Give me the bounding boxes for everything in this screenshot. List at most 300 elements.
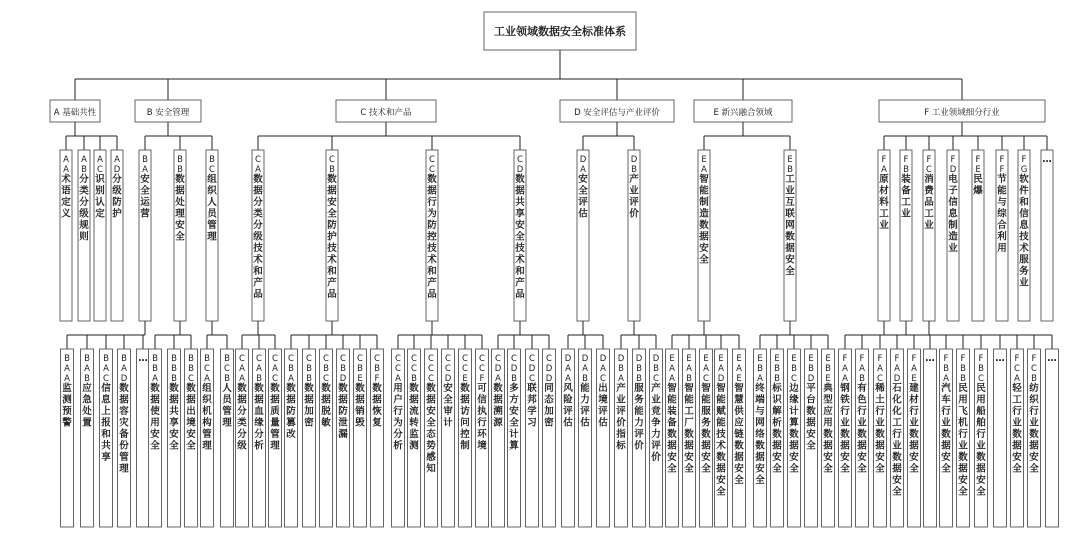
node-code-char: B [357,364,363,374]
node-code-char: A [204,374,210,384]
node-name-char: 织 [202,394,212,406]
node-code-char: C [495,354,501,364]
item-node-FCB [1028,349,1041,527]
node-name-char: 评 [616,406,626,417]
node-code-char: C [357,354,363,364]
node-name-char: 敏 [321,417,331,429]
node-name-char: 全 [875,463,885,475]
node-name-char: 防 [338,406,348,417]
subcategory-node-AA [60,150,72,321]
node-name-char: 访 [460,406,470,417]
node-name-char: 数 [755,440,765,452]
node-name-char: 民 [976,383,986,394]
node-name-char: 急 [82,394,92,406]
node-name-char: 缘 [254,417,264,429]
node-name-char: 数 [237,383,247,394]
node-name-char: 据 [755,452,765,463]
node-name-char: 态 [544,394,554,406]
item-node-FBA [940,349,953,527]
node-code-char: B [859,374,865,384]
node-name-char: 义 [61,208,71,220]
node-name-char: 数 [875,429,885,440]
node-name-char: 机 [958,417,968,429]
node-name-char: 综 [997,208,1007,220]
node-name-char: 能 [716,417,726,429]
node-name-char: 业 [1019,277,1029,289]
node-code-char: C [546,354,552,364]
node-name-char: 智 [734,383,744,394]
subcategory-node-FG [1018,150,1030,321]
node-name-char: 务 [1019,266,1029,277]
node-name-char: 据 [1012,440,1022,452]
node-code-char: E [736,374,742,384]
node-name-char: 据 [892,463,902,475]
node-name-char: 共 [101,440,111,452]
node-code-char: E [791,354,797,364]
node-name-char: 据 [684,440,694,452]
node-name-char: 多 [509,383,519,394]
node-name-char: 源 [493,417,503,429]
node-name-char: 轻 [1012,383,1022,394]
node-name-char: 享 [515,208,525,220]
category-label: D 安全评估与产业评价 [574,108,660,118]
node-code-char: C [188,374,194,384]
node-code-char: B [825,364,831,374]
node-name-char: 据 [667,440,677,452]
subcategory-node-FD [947,150,959,321]
node-name-char: 理 [222,417,232,429]
node-name-char: 据 [1029,440,1039,452]
node-code-char: E [975,165,981,175]
node-name-char: 加 [544,406,554,417]
node-name-char: 应 [823,406,833,417]
node-name-char: 漏 [338,429,348,440]
node-name-char: 同 [544,383,554,394]
node-name-char: 安 [699,243,709,254]
node-name-char: 力 [634,417,644,429]
node-name-char: 全 [684,463,694,475]
node-code-char: A [395,374,401,384]
node-code-char: D [630,155,638,165]
node-name-char: 务 [701,417,711,429]
node-name-char: 全 [186,440,196,452]
node-name-char: 数 [515,174,525,185]
node-name-char: 铁 [840,394,850,406]
node-name-char: 应 [734,417,744,429]
node-name-char: 控 [460,429,470,440]
node-name-char: 和 [101,429,111,440]
node-code-char: C [272,354,278,364]
node-name-char: 处 [175,197,185,208]
node-name-char: 安 [857,452,867,463]
node-name-char: 数 [941,429,951,440]
node-code-char: D [893,374,901,384]
node-code-char: D [717,374,725,384]
item-node-FAA [839,349,852,527]
node-code-char: A [842,374,848,384]
item-node-CCA [392,349,405,527]
node-name-char: 分 [253,220,263,231]
node-code-char: B [808,364,814,374]
node-name-char: 知 [426,463,436,475]
node-code-char: B [329,165,335,175]
node-code-char: A [288,374,294,384]
node-name-char: 业 [901,208,911,220]
node-code-char: B [374,364,380,374]
node-name-char: 据 [237,394,247,406]
node-name-char: 智 [699,174,709,185]
node-code-char: A [114,155,120,165]
node-name-char: 行 [976,429,986,440]
node-code-char: A [701,165,707,175]
node-code-char: A [842,364,848,374]
node-code-char: A [943,374,949,384]
node-code-char: B [511,374,517,384]
node-name-char: 邦 [527,394,537,406]
node-code-char: C [429,155,435,165]
node-name-char: 标 [616,440,626,452]
node-code-char: A [239,374,245,384]
node-name-char: 品 [253,289,263,300]
node-code-char: C [288,354,294,364]
node-name-char: 智 [684,383,694,394]
node-name-char: … [1042,154,1052,165]
item-box [1046,349,1059,527]
node-code-char: F [911,354,917,364]
node-name-char: 据 [321,394,331,406]
node-name-char: 化 [892,394,902,406]
node-name-char: 使 [150,406,160,417]
node-code-char: C [272,374,278,384]
node-name-char: 互 [785,197,795,208]
node-code-char: B [411,374,417,384]
node-name-char: 理 [270,440,280,452]
node-name-char: 行 [477,417,487,429]
item-node-CBE [354,349,367,527]
node-name-char: 据 [286,394,296,406]
node-code-char: F [960,354,966,364]
item-node-CCF [476,349,489,527]
subcategory-node-AB [78,150,90,321]
node-name-char: 子 [948,185,958,197]
node-code-char: B [142,155,148,165]
node-name-char: 出 [186,406,196,417]
node-name-char: 服 [701,406,711,417]
node-name-char: 评 [651,440,661,452]
node-name-char: 密 [304,417,314,429]
node-code-char: E [357,374,363,384]
node-name-char: 算 [789,417,799,429]
node-name-char: 灾 [119,417,129,429]
subcategory-node-EB [784,150,796,321]
node-name-char: 安 [578,174,588,185]
subcategory-node-AD [111,150,123,321]
node-name-char: 终 [755,383,765,394]
item-node-CBA [285,349,298,527]
category-node-F [879,100,1045,122]
node-name-char: 数 [734,440,744,452]
node-name-char: 据 [857,440,867,452]
node-name-char: 共 [515,197,525,208]
node-name-char: 石 [892,383,902,394]
node-code-char: B [636,364,642,374]
node-name-char: 全 [840,463,850,475]
node-name-char: 组 [207,174,217,185]
node-name-char: 容 [119,406,129,417]
item-node-BBA [149,349,162,527]
node-code-char: A [877,364,883,374]
node-name-char: 据 [772,440,782,452]
item-node-BBB [168,349,181,527]
node-name-char: 定 [95,208,105,220]
node-name-char: 据 [840,440,850,452]
node-name-char: 安 [426,406,436,417]
node-name-char: 境 [477,440,487,452]
node-code-char: A [859,364,865,374]
node-code-char: A [580,165,586,175]
node-name-char: 安 [976,475,986,486]
node-name-char: 费 [924,185,934,197]
node-code-char: A [103,364,109,374]
node-name-char: 数 [426,383,436,394]
node-name-char: 信 [948,197,958,208]
item-node-EAA [666,349,679,527]
node-name-char: 竞 [651,406,661,417]
node-name-char: 构 [202,417,212,429]
item-node-CCD [442,349,455,527]
node-name-char: 全 [150,440,160,452]
node-code-char: B [171,364,177,374]
item-node-CAB [253,349,266,527]
node-code-char: B [188,354,194,364]
item-node-CBD [337,349,350,527]
node-code-char: C [445,364,451,374]
node-name-char: 料 [879,197,889,208]
node-name-char: 业 [879,220,889,231]
node-code-char: A [894,364,900,374]
subcategory-node-CC [426,150,438,321]
subcategory-node-FA [878,150,890,321]
node-name-char: 据 [270,394,280,406]
subcategory-node-FB [900,150,912,321]
node-code-char: A [618,374,624,384]
node-name-char: 计 [789,406,799,417]
subcategory-node-BA [139,150,151,321]
node-name-char: 备 [119,429,129,440]
node-code-char: F [903,155,909,165]
node-name-char: 飞 [958,406,968,417]
node-code-char: F [374,374,380,384]
node-code-char: B [757,364,763,374]
item-node-CBB [303,349,316,527]
category-label: A 基础共性 [53,108,97,118]
node-code-char: B [256,374,262,384]
node-code-char: A [686,364,692,374]
node-name-char: 和 [327,266,337,277]
node-name-char: 网 [755,417,765,429]
node-name-char: 数 [857,429,867,440]
node-name-char: 全 [140,185,150,197]
node-name-char: 数 [823,429,833,440]
node-name-char: 智 [667,383,677,394]
category-node-C [336,100,436,122]
node-name-char: … [1047,353,1057,364]
node-name-char: 信 [101,383,111,394]
node-name-char: 安 [175,220,185,231]
node-code-char: C [462,364,468,374]
node-name-char: 据 [701,440,711,452]
node-name-char: 与 [997,197,1007,208]
node-code-char: C [411,354,417,364]
node-name-char: 标 [772,383,782,394]
node-name-char: 识 [95,174,105,185]
node-name-char: 智 [716,383,726,394]
node-name-char: 业 [651,394,661,406]
node-name-char: 行 [857,406,867,417]
node-name-char: 评 [629,197,639,208]
node-name-char: 信 [1019,208,1029,220]
item-node-EBC [788,349,801,527]
node-code-char: B [209,155,215,165]
node-name-char: 据 [304,394,314,406]
node-name-char: 全 [443,394,453,406]
node-code-char: A [736,364,742,374]
node-name-char: 数 [460,383,470,394]
node-name-char: 软 [1019,174,1029,185]
node-name-char: 品 [515,289,525,300]
node-name-char: 管 [202,429,212,440]
node-name-char: 销 [355,406,365,417]
node-name-char: 制 [460,440,470,452]
node-name-char: 行 [941,406,951,417]
node-name-char: 据 [823,440,833,452]
node-name-char: 网 [785,220,795,231]
node-name-char: 处 [82,406,92,417]
item-node-FCA [1011,349,1024,527]
node-name-char: 转 [409,417,419,429]
node-name-char: 行 [875,406,885,417]
item-node-DAA [562,349,575,527]
node-code-char: A [63,165,69,175]
node-name-char: 认 [95,197,105,208]
node-name-char: 行 [909,406,919,417]
node-code-char: D [564,354,572,364]
node-name-char: 全 [958,486,968,498]
node-name-char: 舶 [976,417,986,429]
item-node-EBE [822,349,835,527]
node-name-char: 术 [253,254,263,266]
node-name-char: 估 [563,417,573,429]
node-code-char: F [978,354,984,364]
node-name-char: 数 [909,429,919,440]
node-name-char: 数 [789,429,799,440]
node-code-char: A [272,364,278,374]
node-name-char: 估 [578,208,588,220]
node-name-char: 数 [806,406,816,417]
node-name-char: 安 [667,452,677,463]
node-name-char: 和 [427,266,437,277]
node-name-char: 据 [426,394,436,406]
node-name-char: 量 [270,417,280,429]
node-code-char: A [255,165,261,175]
item-node-CCC [425,349,438,527]
node-name-char: 出 [598,383,608,394]
node-name-char: 险 [563,394,573,406]
node-name-char: 则 [79,231,89,243]
node-name-char: 据 [493,394,503,406]
node-name-char: 分 [237,406,247,417]
node-name-char: 产 [515,277,525,289]
node-name-char: 计 [443,417,453,429]
node-name-char: 安 [443,383,453,394]
node-name-char: 能 [580,383,590,394]
node-name-char: 据 [409,394,419,406]
node-name-char: 境 [186,417,196,429]
node-name-char: 全 [175,231,185,243]
node-name-char: 业 [629,185,639,197]
node-code-char: C [517,155,523,165]
node-name-char: 利 [997,231,1007,243]
node-name-char: 产 [327,277,337,289]
node-code-char: B [903,165,909,175]
node-name-char: 全 [785,266,795,277]
node-name-char: 据 [119,394,129,406]
node-name-char: 护 [112,208,122,220]
node-name-char: 机 [202,406,212,417]
node-name-char: 全 [789,463,799,475]
node-name-char: 技 [515,243,525,254]
node-code-char: D [581,354,589,364]
node-name-char: 语 [61,185,71,197]
node-name-char: 全 [701,463,711,475]
node-code-char: C [529,354,535,364]
node-name-char: 数 [716,452,726,463]
item-node-BAC [100,349,113,527]
node-code-char: D [599,354,607,364]
node-code-char: C [877,374,883,384]
node-name-char: 工 [901,197,911,208]
node-code-char: C [97,165,103,175]
node-name-char: 建 [909,383,919,394]
node-name-char: 能 [699,185,709,197]
item-node-BAA [61,349,74,527]
node-name-char: 纺 [1029,383,1039,394]
node-name-char: 识 [772,394,782,406]
item-node-EBA [754,349,767,527]
node-name-char: 技 [327,243,337,254]
node-name-char: 营 [140,208,150,220]
item-node-BAB [81,349,94,527]
node-name-char: 安 [1029,452,1039,463]
node-name-char: 价 [629,208,639,220]
node-name-char: 信 [477,394,487,406]
node-code-char: E [825,354,831,364]
node-name-char: 全 [857,463,867,475]
node-name-char: 备 [667,417,677,429]
node-name-char: 密 [544,417,554,429]
node-name-char: 息 [101,394,111,406]
node-name-char: 脱 [321,406,331,417]
node-name-char: 数 [186,383,196,394]
subcategory-box [1041,150,1053,321]
node-name-char: 厂 [684,417,694,429]
node-name-char: 全 [1012,463,1022,475]
node-code-char: B [188,364,194,374]
subcategory-node-BC [206,150,218,321]
node-code-char: F [1021,155,1027,165]
item-node-CDA [492,349,505,527]
node-name-char: 监 [409,429,419,440]
